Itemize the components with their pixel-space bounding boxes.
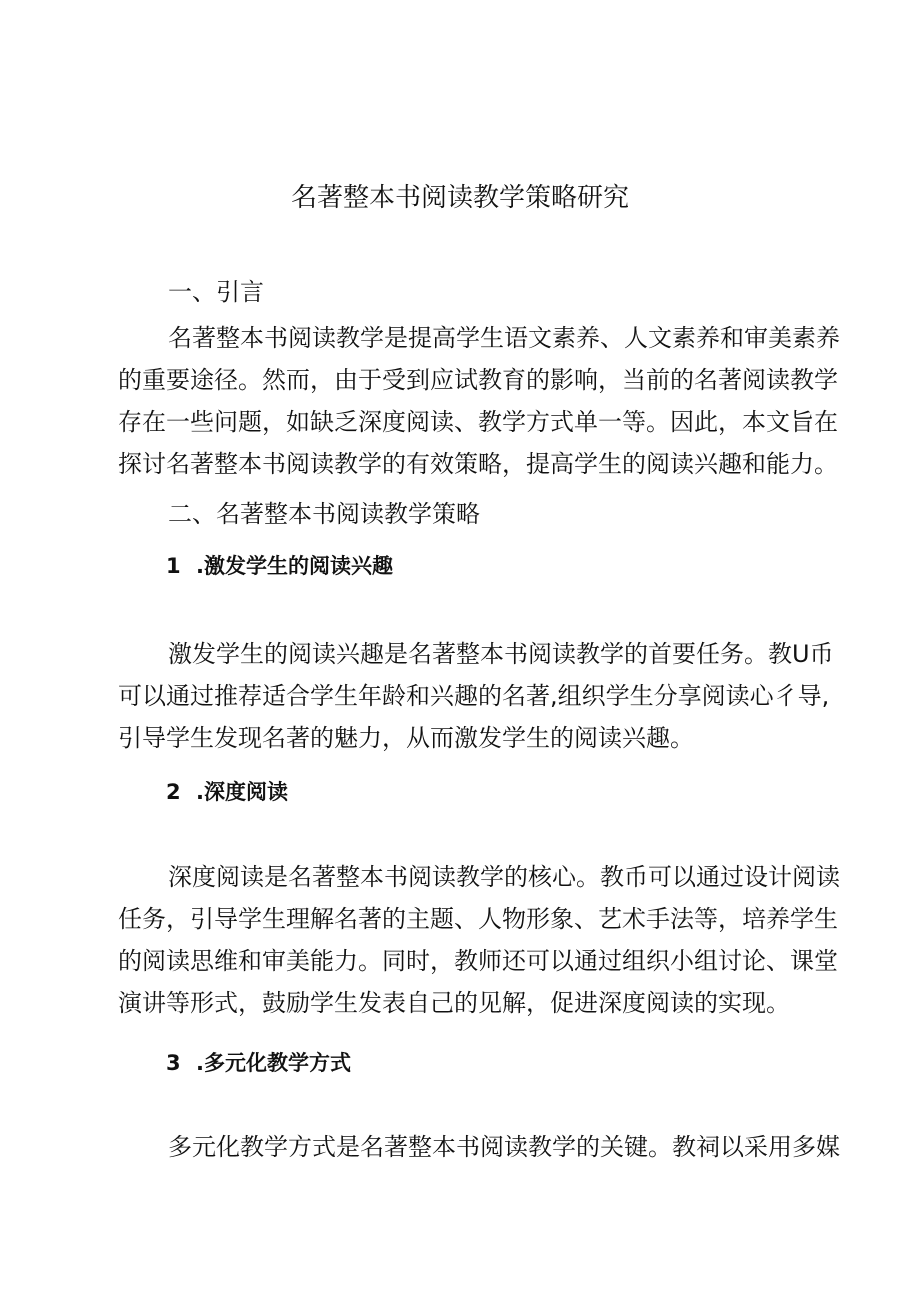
paragraph-line: 深度阅读是名著整本书阅读教学的核心。教币可以通过设计阅读 — [168, 863, 840, 891]
subheading-title: .多元化教学方式 — [196, 1051, 351, 1075]
subheading-number: 2 — [166, 780, 181, 804]
subheading-2 — [166, 776, 288, 808]
section-heading-intro: 一、引言 — [168, 278, 264, 306]
paragraph-line: 任务，引导学生理解名著的主题、人物形象、艺术手法等，培养学生 — [118, 905, 838, 933]
sub2-paragraph — [168, 856, 868, 898]
sub3-paragraph — [168, 1126, 868, 1168]
paragraph-line: 演讲等形式，鼓励学生发表自己的见解，促进深度阅读的实现。 — [118, 989, 790, 1017]
section-heading-strategy: 二、名著整本书阅读教学策略 — [168, 500, 480, 528]
subheading-title: .激发学生的阅读兴趣 — [196, 554, 393, 578]
paragraph-line: 多元化教学方式是名著整本书阅读教学的关键。教祠以采用多媒 — [168, 1133, 840, 1161]
paragraph-line: 的重要途径。然而，由于受到应试教育的影响，当前的名著阅读教学 — [118, 366, 838, 394]
intro-paragraph-cont — [118, 359, 838, 485]
sub1-paragraph-cont — [118, 675, 830, 759]
paragraph-line: 可以通过推荐适合学生年龄和兴趣的名著,组织学生分享阅读心彳导, — [118, 682, 830, 710]
sub2-paragraph-cont — [118, 898, 838, 1024]
paragraph-line: 探讨名著整本书阅读教学的有效策略，提高学生的阅读兴趣和能力。 — [118, 450, 838, 478]
paragraph-line: 的阅读思维和审美能力。同时，教师还可以通过组织小组讨论、课堂 — [118, 947, 838, 975]
paragraph-line: 引导学生发现名著的魅力，从而激发学生的阅读兴趣。 — [118, 724, 694, 752]
paragraph-line: 存在一些问题，如缺乏深度阅读、教学方式单一等。因此，本文旨在 — [118, 408, 838, 436]
intro-paragraph — [168, 317, 868, 359]
paragraph-line: 激发学生的阅读兴趣是名著整本书阅读教学的首要任务。教U币 — [168, 640, 834, 668]
subheading-1 — [166, 550, 393, 582]
paragraph-line: 名著整本书阅读教学是提高学生语文素养、人文素养和审美素养 — [168, 324, 840, 352]
subheading-title: .深度阅读 — [196, 780, 288, 804]
subheading-number: 3 — [166, 1051, 181, 1075]
document-title: 名著整本书阅读教学策略研究 — [290, 183, 629, 213]
sub1-paragraph — [168, 633, 868, 675]
subheading-3 — [166, 1047, 351, 1079]
subheading-number: 1 — [166, 554, 181, 578]
